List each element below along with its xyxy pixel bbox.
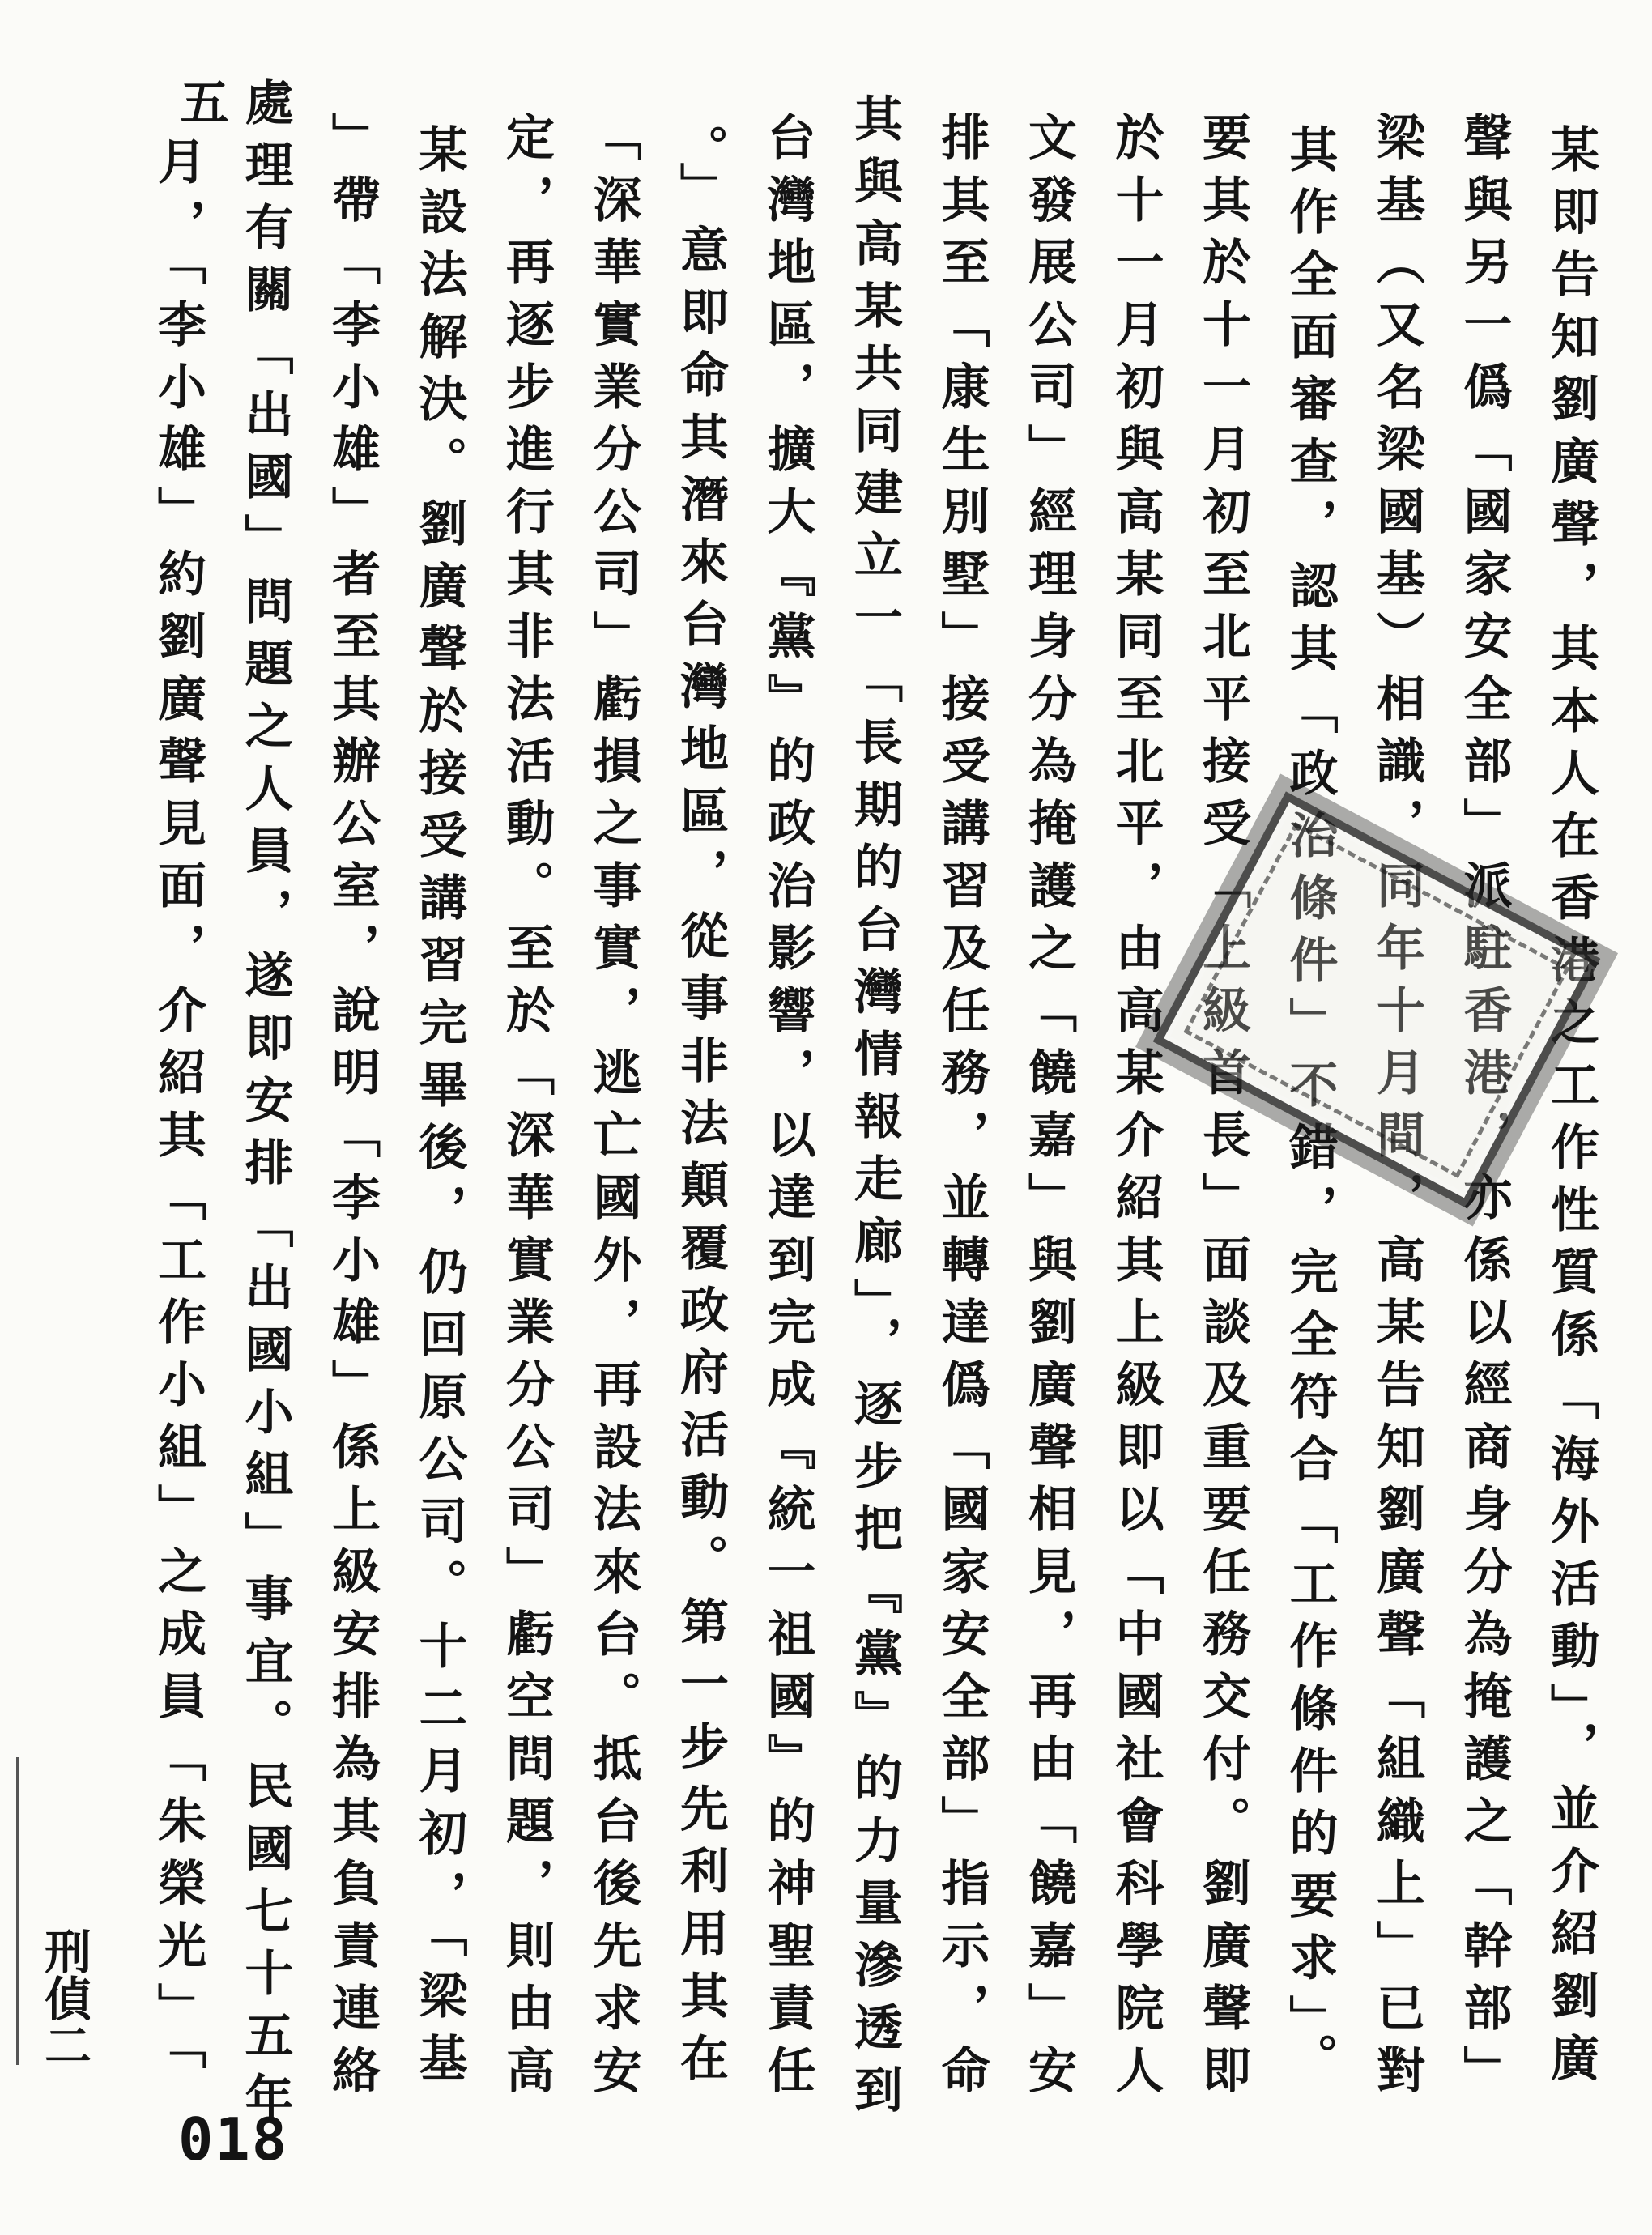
text-column: 月，「李小雄」約劉廣聲見面，介紹其「工作小組」之成員「朱榮光」「 — [150, 136, 206, 2083]
text-column: 文發展公司」經理身分為掩護之「饒嘉」與劉廣聲相見，再由「饒嘉」安 — [1020, 112, 1077, 2107]
page-number: 018 — [178, 2105, 289, 2173]
text-column: 。」意即命其潛來台灣地區，從事非法顛覆政府活動。第一步先利用其在 — [672, 124, 729, 2095]
text-column: 其與高某共同建立一「長期的台灣情報走廊」，逐步把『黨』的力量滲透到 — [846, 92, 903, 2126]
margin-rule — [16, 1757, 19, 2065]
margin-label-text: 刑偵二 — [36, 1927, 92, 2068]
text-column: 」帶「李小雄」者至其辦公室，說明「李小雄」係上級安排為其負責連絡 — [324, 112, 381, 2107]
text-column: 要其於十一月初至北平接受「上級首長」面談及重要任務交付。劉廣聲即 — [1194, 112, 1251, 2107]
text-column: 處理有關「出國」問題之人員，遂即安排「出國小組」事宜。民國七十五年五 — [172, 77, 294, 2135]
text-column: 聲與另一僞「國家安全部」派駐香港，亦係以經商身分為掩護之「幹部」 — [1455, 112, 1513, 2107]
text-column: 定，再逐步進行其非法活動。至於「深華實業分公司」虧空問題，則由高 — [498, 112, 555, 2107]
margin-label — [36, 1927, 92, 2068]
text-column: 「深華實業分公司」虧損之事實，逃亡國外，再設法來台。抵台後先求安 — [585, 112, 642, 2107]
text-column: 其作全面審查，認其「政治條件」不錯，完全符合「工作條件的要求」。 — [1281, 124, 1339, 2095]
text-column: 於十一月初與高某同至北平，由高某介紹其上級即以「中國社會科學院人 — [1107, 112, 1164, 2107]
text-column: 排其至「康生別墅」接受講習及任務，並轉達僞「國家安全部」指示，命 — [933, 112, 990, 2107]
text-column: 某即告知劉廣聲，其本人在香港之工作性質係「海外活動」，並介紹劉廣 — [1543, 124, 1599, 2095]
text-column: 某設法解決。劉廣聲於接受講習完畢後，仍回原公司。十二月初，「梁基 — [411, 124, 468, 2095]
text-column: 台灣地區，擴大『黨』的政治影響，以達到完成『統一祖國』的神聖責任 — [759, 112, 816, 2107]
text-column: 梁基（又名梁國基）相識，同年十月間，高某告知劉廣聲「組織上」已對 — [1369, 112, 1425, 2107]
